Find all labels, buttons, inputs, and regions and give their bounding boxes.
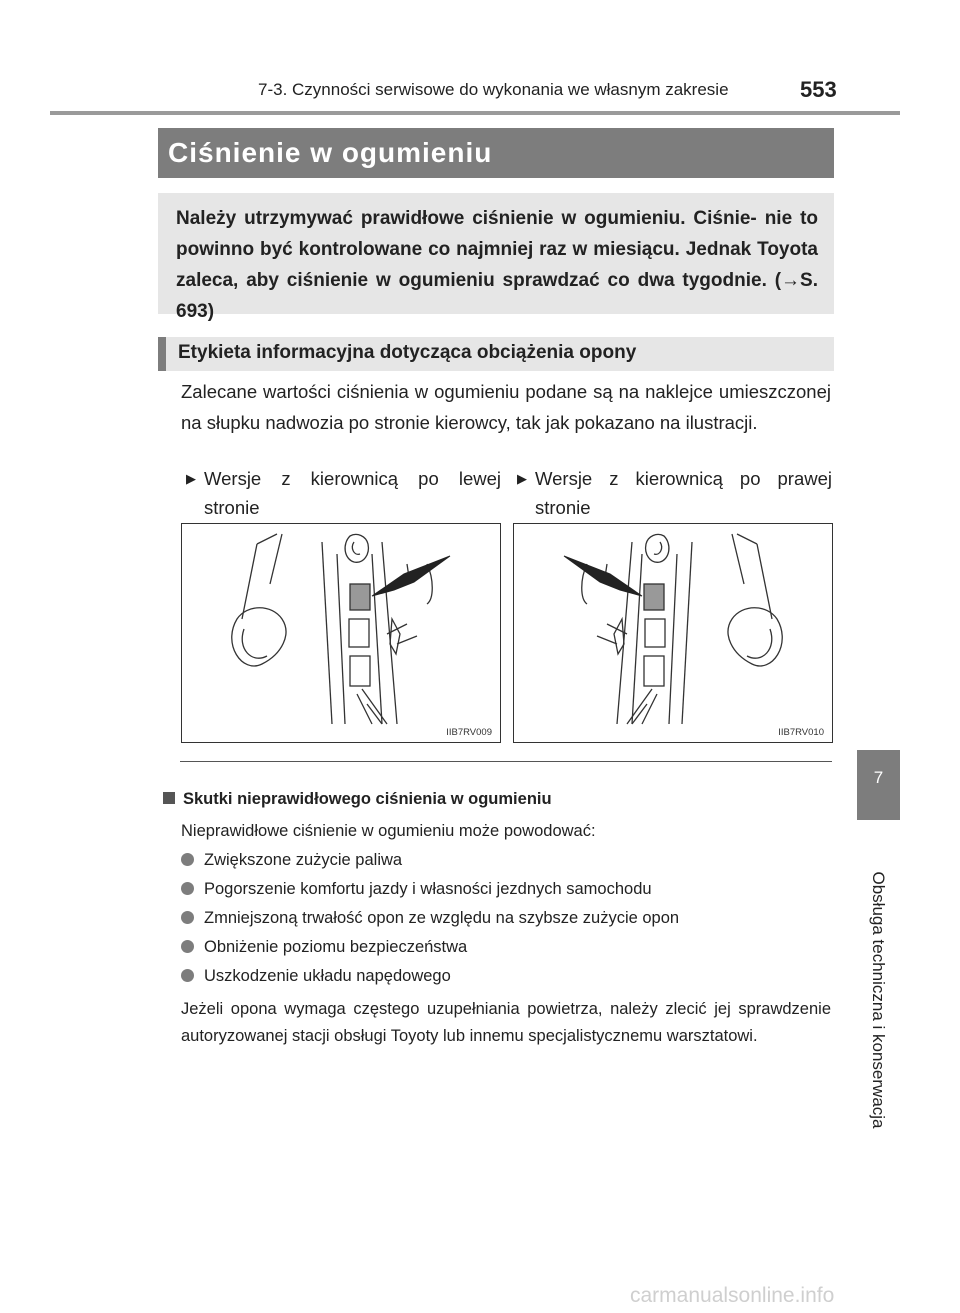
- door-hinge-inner: [352, 542, 360, 554]
- subsection-heading: [158, 337, 834, 371]
- sill-trim: [357, 689, 387, 724]
- variant-right-label: Wersje z kierownicą po prawej stronie: [535, 468, 832, 518]
- dot-icon: [181, 853, 194, 866]
- tire-label-sticker: [350, 584, 370, 610]
- door-hinge: [345, 534, 368, 562]
- section-divider: [180, 761, 832, 762]
- dot-icon: [181, 940, 194, 953]
- figure-left-code: IIB7RV009: [446, 727, 492, 738]
- figure-left: [181, 523, 501, 743]
- dot-icon: [181, 969, 194, 982]
- seat-outline: [728, 608, 782, 666]
- dot-icon: [181, 911, 194, 924]
- pillar-slot: [645, 619, 665, 647]
- intro-box: [158, 193, 834, 322]
- pillar-inner-edge: [372, 554, 382, 724]
- variant-left-label: Wersje z kierownicą po lewej stronie: [204, 468, 501, 518]
- variant-left: [186, 464, 501, 522]
- pillar-left-edge: [682, 542, 692, 724]
- figure-right-code: IIB7RV010: [778, 727, 824, 738]
- list-item-text: Uszkodzenie układu napędowego: [204, 967, 451, 985]
- seat-outline: [232, 608, 286, 666]
- door-edge: [270, 534, 282, 584]
- section-title-bar: [158, 128, 834, 178]
- list-item: [181, 880, 652, 899]
- section-title: Ciśnienie w ogumieniu: [168, 137, 493, 168]
- door-hinge: [646, 534, 669, 562]
- door-edge: [732, 534, 744, 584]
- door-hinge-inner: [654, 542, 662, 554]
- triangle-right-icon: ▶: [517, 471, 527, 486]
- pillar-illustration-left: [182, 524, 500, 742]
- triangle-right-icon: ▶: [186, 471, 196, 486]
- note-heading: [163, 790, 552, 809]
- tire-label-sticker: [644, 584, 664, 610]
- list-item: [181, 851, 402, 870]
- pillar-slot: [350, 656, 370, 686]
- watermark: carmanualsonline.info: [630, 1284, 835, 1307]
- subsection-body: Zalecane wartości ciśnienia w ogumieniu podane są na naklejce umieszczonej na słupku nadwozia po stronie kierowcy, tak jak pokazano na ilustracji.: [181, 381, 831, 433]
- list-item-text: Zwiększone zużycie paliwa: [204, 851, 403, 869]
- list-item: [181, 938, 467, 957]
- pillar-left-edge: [322, 542, 332, 724]
- variant-right: [517, 464, 832, 522]
- pillar-inner-edge: [337, 554, 345, 724]
- dot-icon: [181, 882, 194, 895]
- list-item-text: Obniżenie poziomu bezpieczeństwa: [204, 938, 468, 956]
- list-item-text: Zmniejszoną trwałość opon ze względu na szybsze zużycie opon: [204, 909, 680, 927]
- list-item: [181, 967, 451, 986]
- figure-right: [513, 523, 833, 743]
- seat-edge: [747, 629, 772, 658]
- pillar-illustration-right: [514, 524, 832, 742]
- sill-trim: [627, 689, 657, 724]
- pillar-inner-edge: [669, 554, 677, 724]
- seat-edge: [242, 629, 267, 658]
- chapter-tab[interactable]: [857, 750, 900, 820]
- page-number: 553: [800, 77, 837, 102]
- intro-text: Należy utrzymywać prawidłowe ciśnienie w ogumieniu. Ciśnie- nie to powinno być kontrolowane co najmniej raz w miesiącu. Jednak Toyota zaleca, aby ciśnienie w ogumieniu sprawdzać co dwa tygodnie. (→S. 693): [176, 208, 818, 322]
- note-intro: Nieprawidłowe ciśnienie w ogumieniu może powodować:: [181, 822, 596, 840]
- subsection-title: Etykieta informacyjna dotycząca obciążenia opony: [178, 342, 637, 363]
- header-rule: [50, 111, 900, 115]
- chapter-number: 7: [873, 768, 884, 787]
- pillar-slot: [349, 619, 369, 647]
- door-latch: [390, 619, 400, 654]
- chapter-title: 7-3. Czynności serwisowe do wykonania we własnym zakresie: [258, 80, 729, 99]
- door-latch: [614, 619, 624, 654]
- note-title: Skutki nieprawidłowego ciśnienia w ogumieniu: [183, 790, 552, 808]
- chapter-label: Obsługa techniczna i konserwacja: [869, 871, 888, 1129]
- pillar-inner-edge: [632, 554, 642, 724]
- list-item-text: Pogorszenie komfortu jazdy i własności jezdnych samochodu: [204, 880, 652, 898]
- note-closing: Jeżeli opona wymaga częstego uzupełniania powietrza, należy zlecić jej sprawdzenie autoryzowanej stacji obsługi Toyoty lub innemu specjalistycznemu warsztatowi.: [181, 1000, 831, 1045]
- pillar-slot: [644, 656, 664, 686]
- list-item: [181, 909, 679, 928]
- square-icon: [163, 792, 175, 804]
